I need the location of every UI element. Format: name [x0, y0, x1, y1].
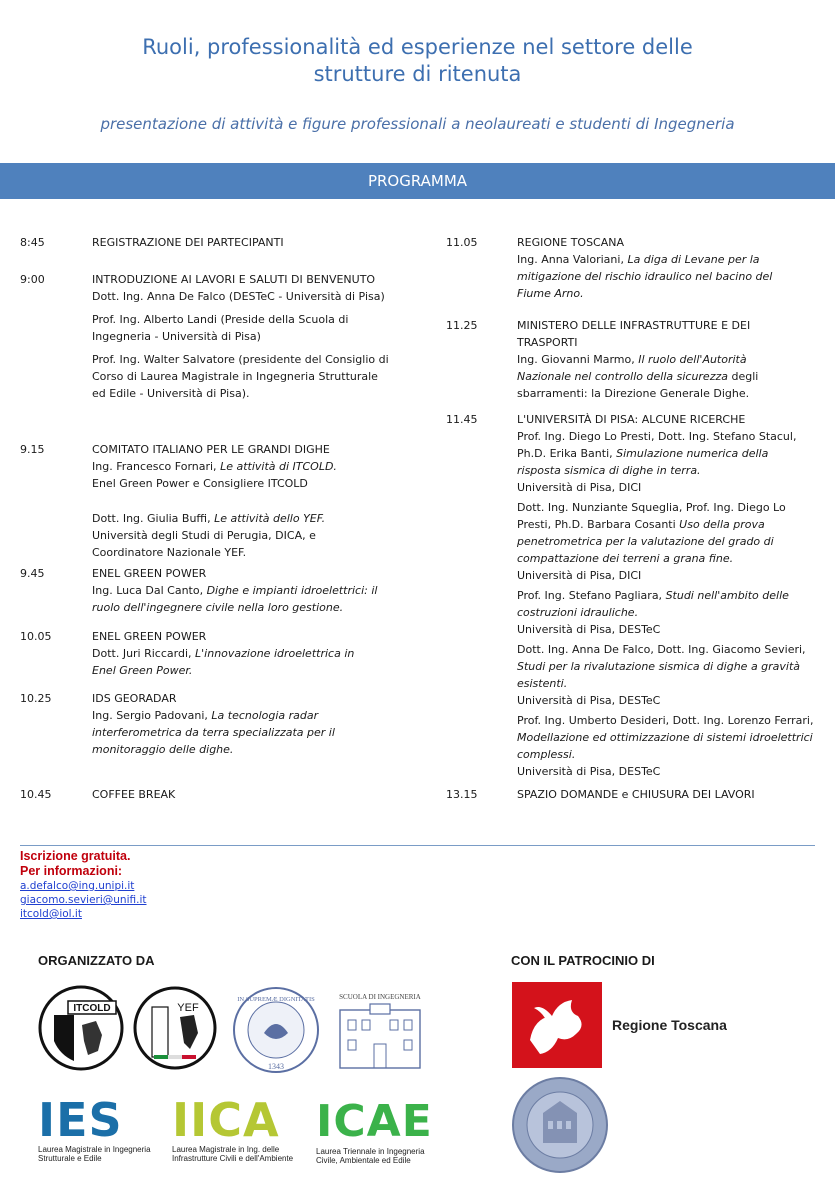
- program-entry: COMITATO ITALIANO PER LE GRANDI DIGHE Ing. Francesco Fornari, Le attività di ITCOLD. Enel Green Power e Consigliere ITCOLD Dott. Ing. Giulia Buffi, Le attività dello YEF. Università degli Studi di Perugia, DICA, e Coordinatore Nazionale YEF.: [92, 443, 337, 559]
- program-entry: ENEL GREEN POWER Ing. Luca Dal Canto, Dighe e impianti idroelettrici: il ruolo dell'ingegnere civile nella loro gestione.: [92, 567, 378, 614]
- time-slot: 11.45: [446, 413, 478, 426]
- time-slot: 10.25: [20, 692, 52, 705]
- program-entry: COFFEE BREAK: [92, 788, 176, 801]
- patronage-heading: CON IL PATROCINIO DI: [511, 953, 655, 968]
- page-subtitle: presentazione di attività e figure professionali a neolaureati e studenti di Ingegneria: [100, 115, 735, 133]
- iica-logo: IICA Laurea Magistrale in Ing. delle Infrastrutture Civili e dell'Ambiente: [172, 1093, 294, 1163]
- svg-text:IN SUPREMÆ DIGNITATIS: IN SUPREMÆ DIGNITATIS: [237, 996, 315, 1003]
- svg-text:SCUOLA DI INGEGNERIA: SCUOLA DI INGEGNERIA: [339, 993, 421, 1001]
- svg-text:1343: 1343: [268, 1062, 284, 1071]
- email-link[interactable]: itcold@iol.it: [20, 908, 82, 920]
- itcold-logo: [38, 985, 124, 1071]
- program-entry: ENEL GREEN POWER Dott. Juri Riccardi, L'innovazione idroelettrica in Enel Green Power.: [92, 630, 355, 677]
- regione-toscana-emblem: [512, 982, 602, 1068]
- registration-info: Iscrizione gratuita. Per informazioni: a.defalco@ing.unipi.it giacomo.sevieri@unifi.it itcold@iol.it: [20, 849, 147, 920]
- program-entry: REGIONE TOSCANA Ing. Anna Valoriani, La diga di Levane per la mitigazione del rischio idraulico nel bacino del Fiume Arno.: [517, 236, 773, 300]
- yef-logo: [132, 985, 218, 1071]
- svg-text:ITCOLD: ITCOLD: [73, 1003, 111, 1014]
- programma-banner: PROGRAMMA: [0, 163, 835, 199]
- regione-toscana-label: Regione Toscana: [612, 1017, 727, 1033]
- email-link[interactable]: giacomo.sevieri@unifi.it: [20, 894, 147, 906]
- program-entry: MINISTERO DELLE INFRASTRUTTURE E DEI TRASPORTI Ing. Giovanni Marmo, Il ruolo dell'Autorità Nazionale nel controllo della sicurezza degli sbarramenti: la Direzione Generale Dighe.: [517, 319, 759, 400]
- time-slot: 13.15: [446, 788, 478, 801]
- program-entry: L'UNIVERSITÀ DI PISA: ALCUNE RICERCHE Prof. Ing. Diego Lo Presti, Dott. Ing. Stefano Stacul, Ph.D. Erika Banti, Simulazione numerica della risposta sismica di dighe in terra. Università di Pisa, DICI Dott. Ing. Nunziante Squeglia, Prof. Ing. Diego Lo Presti, Ph.D. Barbara Cosanti Uso della prova penetrometrica per la valutazione del grado di compattazione dei terreni a grana fine. Università di Pisa, DICI Prof. Ing. Stefano Pagliara, Studi nell'ambito delle costruzioni idrauliche. Università di Pisa, DESTeC Dott. Ing. Anna De Falco, Dott. Ing. Giacomo Sevieri, Studi per la rivalutazione sismica di dighe a gravità esistenti. Università di Pisa, DESTeC Prof. Ing. Umberto Desideri, Dott. Ing. Lorenzo Ferrari, Modellazione ed ottimizzazione di sistemi idroelettrici complessi. Università di Pisa, DESTeC: [517, 413, 814, 778]
- organized-heading: ORGANIZZATO DA: [38, 953, 155, 968]
- time-slot: 11.25: [446, 319, 478, 332]
- svg-text:YEF: YEF: [177, 1002, 199, 1014]
- program-entry: INTRODUZIONE AI LAVORI E SALUTI DI BENVENUTO Dott. Ing. Anna De Falco (DESTeC - Università di Pisa) Prof. Ing. Alberto Landi (Preside della Scuola di Ingegneria - Università di Pisa) Prof. Ing. Walter Salvatore (presidente del Consiglio di Corso di Laurea Magistrale in Ingegneria Strutturale ed Edile - Università di Pisa).: [92, 273, 389, 400]
- section-divider: [20, 845, 815, 846]
- program-entry: IDS GEORADAR Ing. Sergio Padovani, La tecnologia radar interferometrica da terra specializzata per il monitoraggio delle dighe.: [92, 692, 335, 756]
- time-slot: 10.05: [20, 630, 52, 643]
- order-seal-logo: [510, 1075, 610, 1175]
- time-slot: 10.45: [20, 788, 52, 801]
- ies-logo: IES Laurea Magistrale in Ingegneria Strutturale e Edile: [38, 1093, 151, 1163]
- icae-logo: ICAE Laurea Triennale in Ingegneria Civile, Ambientale ed Edile: [316, 1096, 433, 1165]
- email-link[interactable]: a.defalco@ing.unipi.it: [20, 880, 135, 892]
- page-title: Ruoli, professionalità ed esperienze nel settore delle strutture di ritenuta: [142, 35, 693, 86]
- program-entry: SPAZIO DOMANDE e CHIUSURA DEI LAVORI: [517, 788, 755, 801]
- university-seal-logo: [226, 985, 326, 1075]
- time-slot: 9.15: [20, 443, 45, 456]
- time-slot: 8:45: [20, 236, 45, 249]
- time-slot: 11.05: [446, 236, 478, 249]
- time-slot: 9:00: [20, 273, 45, 286]
- time-slot: 9.45: [20, 567, 45, 580]
- program-entry: REGISTRAZIONE DEI PARTECIPANTI: [92, 236, 284, 249]
- scuola-ingegneria-logo: [330, 988, 430, 1076]
